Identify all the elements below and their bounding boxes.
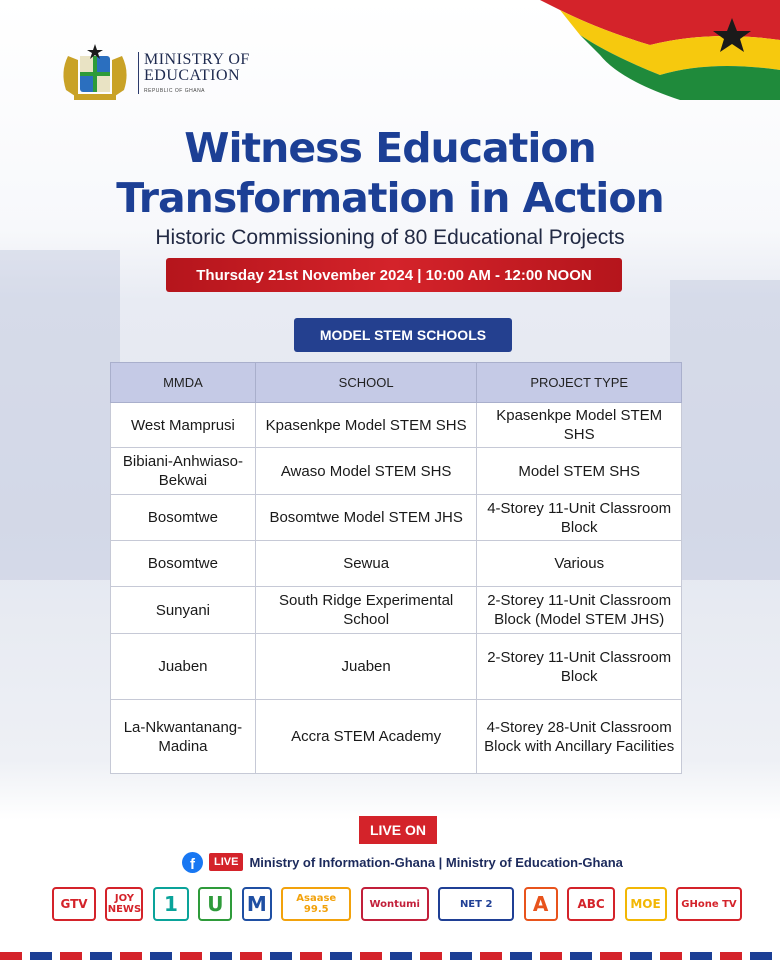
ghana-flag-icon: [540, 0, 780, 100]
cell-mmda: West Mamprusi: [111, 403, 256, 448]
cell-school: Sewua: [255, 541, 477, 587]
table-row: [111, 634, 682, 700]
broadcaster-logo-metro-tv: M: [242, 887, 272, 921]
cell-project-type: 2-Storey 11-Unit Classroom Block: [477, 634, 682, 700]
broadcaster-logo-channel-moe: MOE: [625, 887, 667, 921]
headline-line1: Witness Education: [184, 124, 596, 172]
ministry-title-line2: EDUCATION: [144, 67, 241, 84]
ministry-logo: [58, 42, 268, 104]
cell-mmda: Bosomtwe: [111, 495, 256, 541]
cell-school: Accra STEM Academy: [255, 700, 477, 774]
broadcaster-logo-ghone-tv: GHone TV: [676, 887, 742, 921]
table-header-row: [111, 363, 682, 403]
table-row: [111, 495, 682, 541]
building-right-image: [670, 280, 780, 580]
broadcaster-logo-abc-news-gh: ABC: [567, 887, 615, 921]
broadcaster-logo-net2-television: NET 2: [438, 887, 514, 921]
social-row: [182, 850, 623, 874]
live-badge: LIVE: [209, 853, 243, 871]
channels-text: Ministry of Information-Ghana | Ministry of Education-Ghana: [249, 854, 623, 870]
cell-school: Juaben: [255, 634, 477, 700]
coat-of-arms-icon: [58, 42, 132, 104]
table-row: [111, 541, 682, 587]
broadcaster-logo-utv: U: [198, 887, 232, 921]
broadcaster-logo-wontumi-tv: Wontumi: [361, 887, 429, 921]
cell-mmda: Bibiani-Anhwiaso-Bekwai: [111, 448, 256, 495]
logo-divider: [138, 52, 139, 94]
table-row: [111, 700, 682, 774]
cell-school: South Ridge Experimental School: [255, 587, 477, 634]
building-left-image: [0, 250, 120, 580]
header-project-type: PROJECT TYPE: [477, 363, 682, 403]
cell-school: Bosomtwe Model STEM JHS: [255, 495, 477, 541]
broadcaster-logo-angel-tv: A: [524, 887, 558, 921]
cell-project-type: 4-Storey 11-Unit Classroom Block: [477, 495, 682, 541]
cell-project-type: Model STEM SHS: [477, 448, 682, 495]
broadcaster-logo-joy-news: JOY NEWS: [105, 887, 143, 921]
cell-mmda: Sunyani: [111, 587, 256, 634]
cell-project-type: 4-Storey 28-Unit Classroom Block with Ancillary Facilities: [477, 700, 682, 774]
ministry-title: [144, 52, 250, 84]
cell-school: Kpasenkpe Model STEM SHS: [255, 403, 477, 448]
section-label: MODEL STEM SCHOOLS: [294, 318, 512, 352]
cell-mmda: Juaben: [111, 634, 256, 700]
cell-project-type: Various: [477, 541, 682, 587]
cell-project-type: Kpasenkpe Model STEM SHS: [477, 403, 682, 448]
live-on-label: LIVE ON: [359, 816, 437, 844]
cell-mmda: La-Nkwantanang-Madina: [111, 700, 256, 774]
broadcaster-logo-asaase-99-5: Asaase 99.5: [281, 887, 351, 921]
cell-mmda: Bosomtwe: [111, 541, 256, 587]
bottom-decorative-strip: [0, 952, 780, 960]
header-school: SCHOOL: [255, 363, 477, 403]
cell-school: Awaso Model STEM SHS: [255, 448, 477, 495]
table-row: [111, 448, 682, 495]
stem-schools-table: [110, 362, 682, 774]
facebook-icon[interactable]: f: [182, 852, 203, 873]
broadcaster-logos: [52, 884, 742, 924]
ministry-subtitle: REPUBLIC OF GHANA: [144, 88, 206, 94]
cell-project-type: 2-Storey 11-Unit Classroom Block (Model STEM JHS): [477, 587, 682, 634]
headline-line2: Transformation in Action: [116, 174, 664, 222]
table-row: [111, 587, 682, 634]
header-mmda: MMDA: [111, 363, 256, 403]
date-time-banner: Thursday 21st November 2024 | 10:00 AM - 12:00 NOON: [166, 258, 622, 292]
headline-subtitle: Historic Commissioning of 80 Educational Projects: [155, 226, 625, 249]
broadcaster-logo-gtv: GTV: [52, 887, 96, 921]
table-row: [111, 403, 682, 448]
broadcaster-logo-channel-one-tv: 1: [153, 887, 189, 921]
ministry-title-line1: MINISTRY OF: [144, 51, 250, 68]
